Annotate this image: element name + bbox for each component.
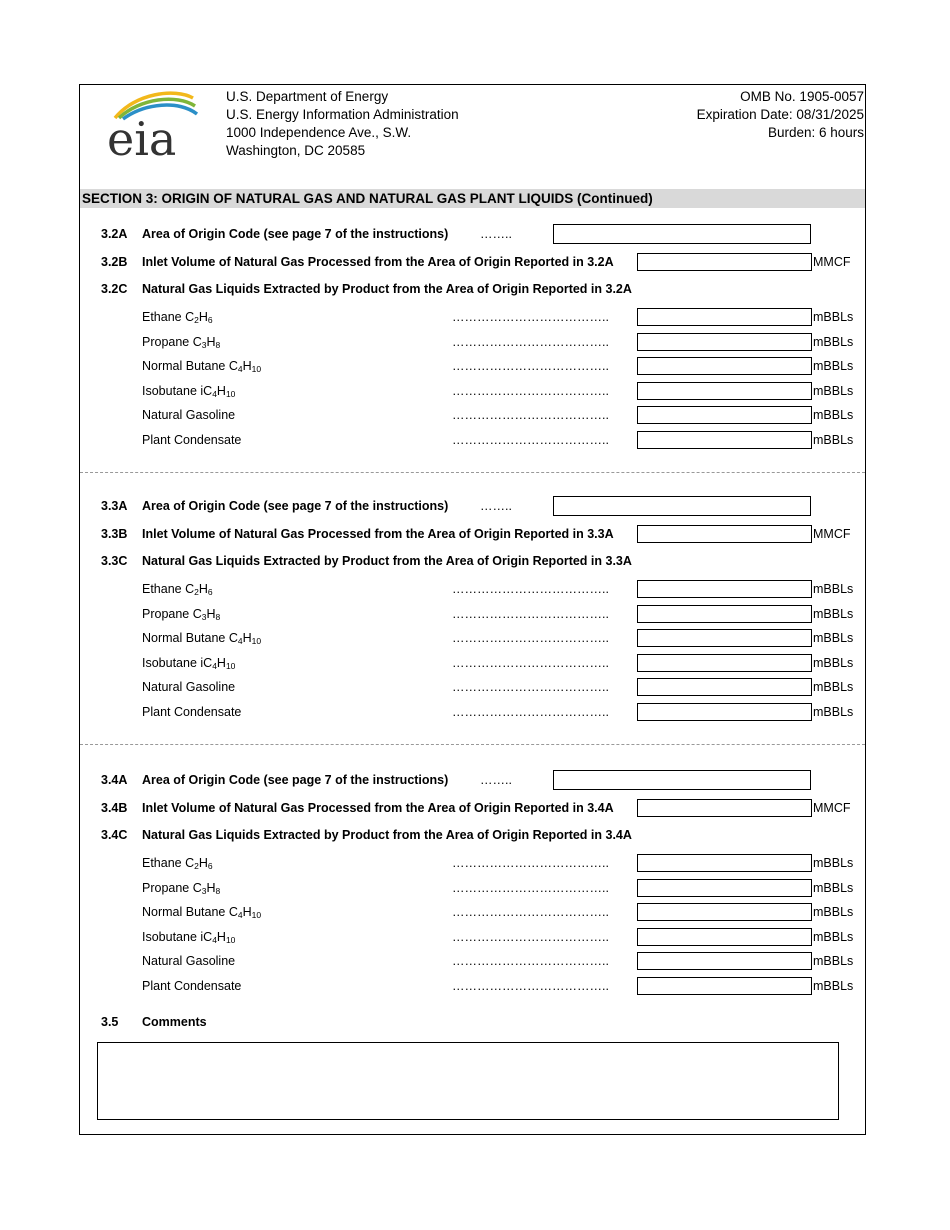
product-volume-input[interactable] <box>637 928 812 946</box>
product-name <box>142 432 241 448</box>
leader-dots: ……………………………….. <box>452 655 609 670</box>
agency-line: U.S. Department of Energy <box>226 89 389 104</box>
leader-dots: ……………………………….. <box>452 334 609 349</box>
product-name-text: Plant Condensate <box>142 433 242 447</box>
unit-label: mBBLs <box>813 705 854 719</box>
unit-label: mBBLs <box>813 383 854 398</box>
product-volume-input[interactable] <box>637 854 812 872</box>
subscript: 4 <box>212 660 217 671</box>
item-number: 3.3A <box>101 499 128 513</box>
area-origin-code-input[interactable] <box>553 224 811 244</box>
product-name-text: Propane C <box>142 606 202 621</box>
inlet-volume-label: Inlet Volume of Natural Gas Processed from the Area of Origin Reported in 3.2A <box>142 255 614 269</box>
product-volume-input[interactable] <box>637 357 812 375</box>
product-name <box>142 679 235 695</box>
subscript: 10 <box>225 660 236 671</box>
leader-dots: …….. <box>480 227 512 241</box>
inlet-volume-input[interactable] <box>637 799 812 817</box>
subscript: 3 <box>201 885 207 896</box>
item-number: 3.2B <box>101 255 128 269</box>
product-volume-input[interactable] <box>637 977 812 995</box>
product-volume-input[interactable] <box>637 333 812 351</box>
product-name <box>142 606 220 622</box>
subscript: 4 <box>237 910 243 921</box>
ngl-extracted-label: Natural Gas Liquids Extracted by Product from the Area of Origin Reported in 3.4A <box>142 828 632 842</box>
subscript: 4 <box>237 364 243 375</box>
product-name-text: H <box>216 383 226 398</box>
unit-label: mBBLs <box>813 582 854 596</box>
area-origin-code-input[interactable] <box>553 770 811 790</box>
section-divider <box>80 744 865 745</box>
subscript: 4 <box>212 388 217 399</box>
leader-dots: ……………………………….. <box>452 433 609 447</box>
product-name-text: H <box>242 905 252 920</box>
product-name <box>142 581 213 597</box>
product-name <box>142 655 235 671</box>
area-origin-label: Area of Origin Code (see page 7 of the instructions) <box>142 227 449 241</box>
subscript: 8 <box>215 885 221 896</box>
subscript: 10 <box>225 934 236 945</box>
product-name-text: Normal Butane C <box>142 359 238 374</box>
product-volume-input[interactable] <box>637 952 812 970</box>
area-origin-code-input[interactable] <box>553 496 811 516</box>
comments-number: 3.5 <box>101 1015 119 1029</box>
product-name-text: Isobutane iC <box>142 383 213 398</box>
product-name-text: Ethane C <box>142 582 195 596</box>
product-name <box>142 704 241 720</box>
leader-dots: ……………………………….. <box>452 383 609 398</box>
leader-dots: ……………………………….. <box>452 631 609 646</box>
product-name-text: H <box>206 334 216 349</box>
subscript: 10 <box>251 910 262 921</box>
product-volume-input[interactable] <box>637 406 812 424</box>
product-name-text: Natural Gasoline <box>142 408 236 423</box>
product-volume-input[interactable] <box>637 382 812 400</box>
leader-dots: …….. <box>480 773 512 787</box>
unit-label: mBBLs <box>813 929 854 944</box>
product-name-text: Isobutane iC <box>142 929 213 944</box>
unit-label: mBBLs <box>813 954 854 969</box>
product-volume-input[interactable] <box>637 654 812 672</box>
leader-dots: ……………………………….. <box>452 929 609 944</box>
logo-text: eia <box>107 112 177 158</box>
product-name <box>142 630 261 646</box>
product-volume-input[interactable] <box>637 903 812 921</box>
product-name <box>142 953 235 969</box>
inlet-volume-label: Inlet Volume of Natural Gas Processed from the Area of Origin Reported in 3.3A <box>142 527 614 541</box>
product-name <box>142 407 235 423</box>
unit-label: mBBLs <box>813 359 854 374</box>
subscript: 6 <box>207 587 213 597</box>
omb-line: Expiration Date: 08/31/2025 <box>696 107 864 122</box>
item-number: 3.2C <box>101 282 128 296</box>
unit-label: mBBLs <box>813 310 854 324</box>
unit-label: mBBLs <box>813 979 854 993</box>
leader-dots: ……………………………….. <box>452 359 609 374</box>
product-name-text: Normal Butane C <box>142 905 238 920</box>
area-origin-label: Area of Origin Code (see page 7 of the instructions) <box>142 499 449 513</box>
unit-label: mBBLs <box>813 856 854 870</box>
subscript: 10 <box>225 388 236 399</box>
comments-label: Comments <box>142 1015 207 1029</box>
item-number: 3.3C <box>101 554 128 568</box>
product-name-text: H <box>242 359 252 374</box>
unit-label: mBBLs <box>813 680 854 695</box>
leader-dots: ……………………………….. <box>452 954 609 969</box>
leader-dots: ……………………………….. <box>452 606 609 621</box>
item-number: 3.2A <box>101 227 128 241</box>
agency-address <box>226 88 459 160</box>
product-name <box>142 904 261 920</box>
leader-dots: ……………………………….. <box>452 880 609 895</box>
product-name-text: H <box>216 929 226 944</box>
subscript: 4 <box>237 636 243 647</box>
product-volume-input[interactable] <box>637 605 812 623</box>
product-name-text: H <box>206 606 216 621</box>
subscript: 10 <box>251 636 262 647</box>
leader-dots: ……………………………….. <box>452 979 609 993</box>
subscript: 8 <box>215 611 221 622</box>
product-name-text: Propane C <box>142 880 202 895</box>
product-name-text: Isobutane iC <box>142 655 213 670</box>
product-volume-input[interactable] <box>637 431 812 449</box>
product-name-text: Normal Butane C <box>142 631 238 646</box>
subscript: 3 <box>201 339 207 350</box>
product-name <box>142 334 220 350</box>
product-volume-input[interactable] <box>637 580 812 598</box>
product-name-text: Natural Gasoline <box>142 680 236 695</box>
product-name <box>142 978 241 994</box>
product-name-text: Natural Gasoline <box>142 954 236 969</box>
leader-dots: ……………………………….. <box>452 408 609 423</box>
subscript: 2 <box>194 315 199 325</box>
subscript: 2 <box>194 861 199 871</box>
leader-dots: ……………………………….. <box>452 582 609 596</box>
eia-logo-icon <box>105 88 200 158</box>
subscript: 3 <box>201 611 207 622</box>
unit-label: mBBLs <box>813 334 854 349</box>
leader-dots: ……………………………….. <box>452 705 609 719</box>
product-name <box>142 855 213 871</box>
agency-line: 1000 Independence Ave., S.W. <box>226 125 412 140</box>
item-number: 3.4C <box>101 828 128 842</box>
subscript: 6 <box>207 315 213 325</box>
unit-label: mBBLs <box>813 408 854 423</box>
product-volume-input[interactable] <box>637 703 812 721</box>
unit-label: mBBLs <box>813 606 854 621</box>
product-volume-input[interactable] <box>637 308 812 326</box>
agency-line: Washington, DC 20585 <box>226 143 366 158</box>
unit-label: mBBLs <box>813 655 854 670</box>
product-name-text: Propane C <box>142 334 202 349</box>
omb-line: Burden: 6 hours <box>767 125 864 140</box>
product-name-text: H <box>198 582 208 596</box>
unit-label: mBBLs <box>813 880 854 895</box>
product-volume-input[interactable] <box>637 879 812 897</box>
agency-line: U.S. Energy Information Administration <box>226 107 459 122</box>
subscript: 10 <box>251 364 262 375</box>
leader-dots: …….. <box>480 499 512 513</box>
unit-label: mBBLs <box>813 631 854 646</box>
inlet-volume-input[interactable] <box>637 253 812 271</box>
product-name <box>142 383 235 399</box>
product-name-text: H <box>198 310 208 324</box>
product-name-text: Ethane C <box>142 310 195 324</box>
inlet-volume-label: Inlet Volume of Natural Gas Processed from the Area of Origin Reported in 3.4A <box>142 801 614 815</box>
subscript: 8 <box>215 339 221 350</box>
product-volume-input[interactable] <box>637 678 812 696</box>
product-name-text: Plant Condensate <box>142 705 242 719</box>
product-name <box>142 929 235 945</box>
section-title: SECTION 3: ORIGIN OF NATURAL GAS AND NATURAL GAS PLANT LIQUIDS (Continued) <box>80 189 865 208</box>
subscript: 6 <box>207 861 213 871</box>
item-number: 3.4A <box>101 773 128 787</box>
leader-dots: ……………………………….. <box>452 905 609 920</box>
unit-label: MMCF <box>813 527 851 541</box>
product-name <box>142 309 213 325</box>
product-name-text: H <box>216 655 226 670</box>
leader-dots: ……………………………….. <box>452 310 609 324</box>
product-name-text: H <box>198 856 208 870</box>
unit-label: MMCF <box>813 801 851 815</box>
unit-label: mBBLs <box>813 433 854 447</box>
leader-dots: ……………………………….. <box>452 680 609 695</box>
omb-info <box>697 88 864 142</box>
product-name-text: Ethane C <box>142 856 195 870</box>
leader-dots: ……………………………….. <box>452 856 609 870</box>
item-number: 3.4B <box>101 801 128 815</box>
subscript: 2 <box>194 587 199 597</box>
ngl-extracted-label: Natural Gas Liquids Extracted by Product from the Area of Origin Reported in 3.3A <box>142 554 632 568</box>
omb-line: OMB No. 1905-0057 <box>740 89 864 104</box>
area-origin-label: Area of Origin Code (see page 7 of the instructions) <box>142 773 449 787</box>
product-name-text: H <box>242 631 252 646</box>
inlet-volume-input[interactable] <box>637 525 812 543</box>
unit-label: MMCF <box>813 255 851 269</box>
comments-textarea[interactable] <box>97 1042 839 1120</box>
product-name-text: H <box>206 880 216 895</box>
unit-label: mBBLs <box>813 905 854 920</box>
section-divider <box>80 472 865 473</box>
item-number: 3.3B <box>101 527 128 541</box>
product-name <box>142 880 220 896</box>
product-name <box>142 358 261 374</box>
product-volume-input[interactable] <box>637 629 812 647</box>
product-name-text: Plant Condensate <box>142 979 242 993</box>
subscript: 4 <box>212 934 217 945</box>
ngl-extracted-label: Natural Gas Liquids Extracted by Product from the Area of Origin Reported in 3.2A <box>142 282 632 296</box>
